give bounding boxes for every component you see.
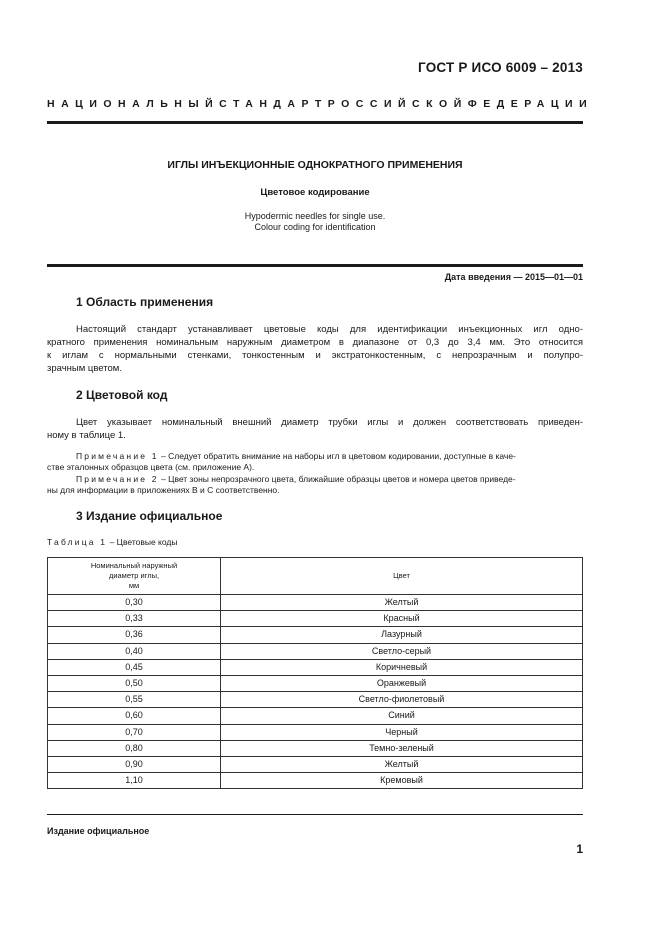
- table-row: [48, 595, 583, 611]
- note-text: – Следует обратить внимание на наборы игл в цветовом кодировании, доступные в каче-: [158, 451, 516, 461]
- diameter-cell: 0,40: [48, 643, 221, 659]
- paragraph-line: зрачным цветом.: [47, 363, 122, 374]
- diameter-cell: 0,80: [48, 740, 221, 756]
- paragraph-line: кратного применения номинальным наружным диаметром в диапазоне от 0,3 до 3,4 мм. Это относится: [47, 337, 583, 348]
- table-row: [48, 611, 583, 627]
- note-label: Примечание 2: [76, 474, 159, 484]
- section-2-heading: [76, 388, 167, 402]
- color-codes-table: [47, 557, 583, 789]
- note-2-line1: [76, 474, 583, 484]
- page-number: 1: [576, 842, 583, 856]
- diameter-cell: 0,70: [48, 724, 221, 740]
- table-row: [48, 643, 583, 659]
- diameter-cell: 0,30: [48, 595, 221, 611]
- color-cell: Синий: [221, 708, 583, 724]
- table-caption-text: – Цветовые коды: [107, 537, 178, 547]
- table-row: [48, 724, 583, 740]
- table-row: [48, 675, 583, 691]
- color-cell: Оранжевый: [221, 675, 583, 691]
- note-2-line2: ны для информации в приложениях В и С соответственно.: [47, 485, 280, 495]
- diameter-cell: 0,55: [48, 692, 221, 708]
- footer-rule: [47, 814, 583, 815]
- color-cell: Лазурный: [221, 627, 583, 643]
- paragraph-line: Настоящий стандарт устанавливает цветовые коды для идентификации инъекционных игл одно-: [76, 324, 583, 335]
- standard-number: ГОСТ Р ИСО 6009 – 2013: [418, 60, 583, 75]
- header-line: диаметр иглы,: [108, 571, 160, 580]
- diameter-cell: 0,33: [48, 611, 221, 627]
- title-rule: [47, 264, 583, 267]
- table-row: [48, 773, 583, 789]
- english-title-line2: Colour coding for identification: [254, 222, 376, 232]
- color-cell: Красный: [221, 611, 583, 627]
- banner-word: ФЕДЕРАЦИИ: [467, 98, 594, 110]
- diameter-cell: 0,36: [48, 627, 221, 643]
- note-label: Примечание 1: [76, 451, 159, 461]
- color-cell: Темно-зеленый: [221, 740, 583, 756]
- note-text: – Цвет зоны непрозрачного цвета, ближайшие образцы цветов и номера цветов приведе-: [158, 474, 516, 484]
- color-cell: Коричневый: [221, 659, 583, 675]
- color-cell: Светло-серый: [221, 643, 583, 659]
- table-row: [48, 708, 583, 724]
- section-1-heading: [76, 295, 213, 309]
- table-row: [48, 692, 583, 708]
- color-cell: Черный: [221, 724, 583, 740]
- diameter-cell: 1,10: [48, 773, 221, 789]
- color-cell: Желтый: [221, 756, 583, 772]
- diameter-cell: 0,45: [48, 659, 221, 675]
- header-diameter: [48, 558, 221, 595]
- table-header-row: [48, 558, 583, 595]
- table-row: [48, 756, 583, 772]
- table-row: [48, 659, 583, 675]
- national-standard-banner: [47, 98, 594, 110]
- heading-text: 3 Издание официальное: [76, 509, 223, 523]
- paragraph-line: Цвет указывает номинальный внешний диаметр трубки иглы и должен соответствовать приведен-: [76, 417, 583, 428]
- banner-word: РОССИЙСКОЙ: [327, 98, 468, 110]
- paragraph-line: ному в таблице 1.: [47, 430, 126, 441]
- table-caption-label: Таблица 1: [47, 537, 108, 547]
- note-1-line2: стве эталонных образцов цвета (см. приложение А).: [47, 462, 255, 472]
- diameter-cell: 0,60: [48, 708, 221, 724]
- diameter-cell: 0,90: [48, 756, 221, 772]
- header-line: мм: [128, 581, 140, 590]
- section-3-heading: [76, 509, 222, 523]
- table-caption: [47, 537, 178, 547]
- banner-word: НАЦИОНАЛЬНЫЙ: [47, 98, 220, 110]
- heading-text: 1 Область применения: [76, 295, 214, 309]
- paragraph-line: к иглам с нормальными стенками, тонкостенным и экстратонкостенным, с непрозрачным и полупро-: [47, 350, 583, 361]
- introduction-date: Дата введения — 2015—01—01: [444, 272, 583, 282]
- color-cell: Светло-фиолетовый: [221, 692, 583, 708]
- color-cell: Кремовый: [221, 773, 583, 789]
- note-1-line1: [76, 451, 583, 461]
- header-rule: [47, 121, 583, 124]
- table-row: [48, 627, 583, 643]
- english-title-line1: Hypodermic needles for single use.: [244, 211, 386, 221]
- diameter-cell: 0,50: [48, 675, 221, 691]
- banner-word: СТАНДАРТ: [219, 98, 328, 110]
- header-color: Цвет: [221, 558, 583, 595]
- document-title: ИГЛЫ ИНЪЕКЦИОННЫЕ ОДНОКРАТНОГО ПРИМЕНЕНИЯ: [167, 159, 463, 171]
- header-line: Номинальный наружный: [90, 561, 178, 570]
- heading-text: 2 Цветовой код: [76, 388, 168, 402]
- official-edition-label: Издание официальное: [47, 826, 150, 836]
- color-cell: Желтый: [221, 595, 583, 611]
- table-row: [48, 740, 583, 756]
- document-subtitle: Цветовое кодирование: [260, 187, 370, 198]
